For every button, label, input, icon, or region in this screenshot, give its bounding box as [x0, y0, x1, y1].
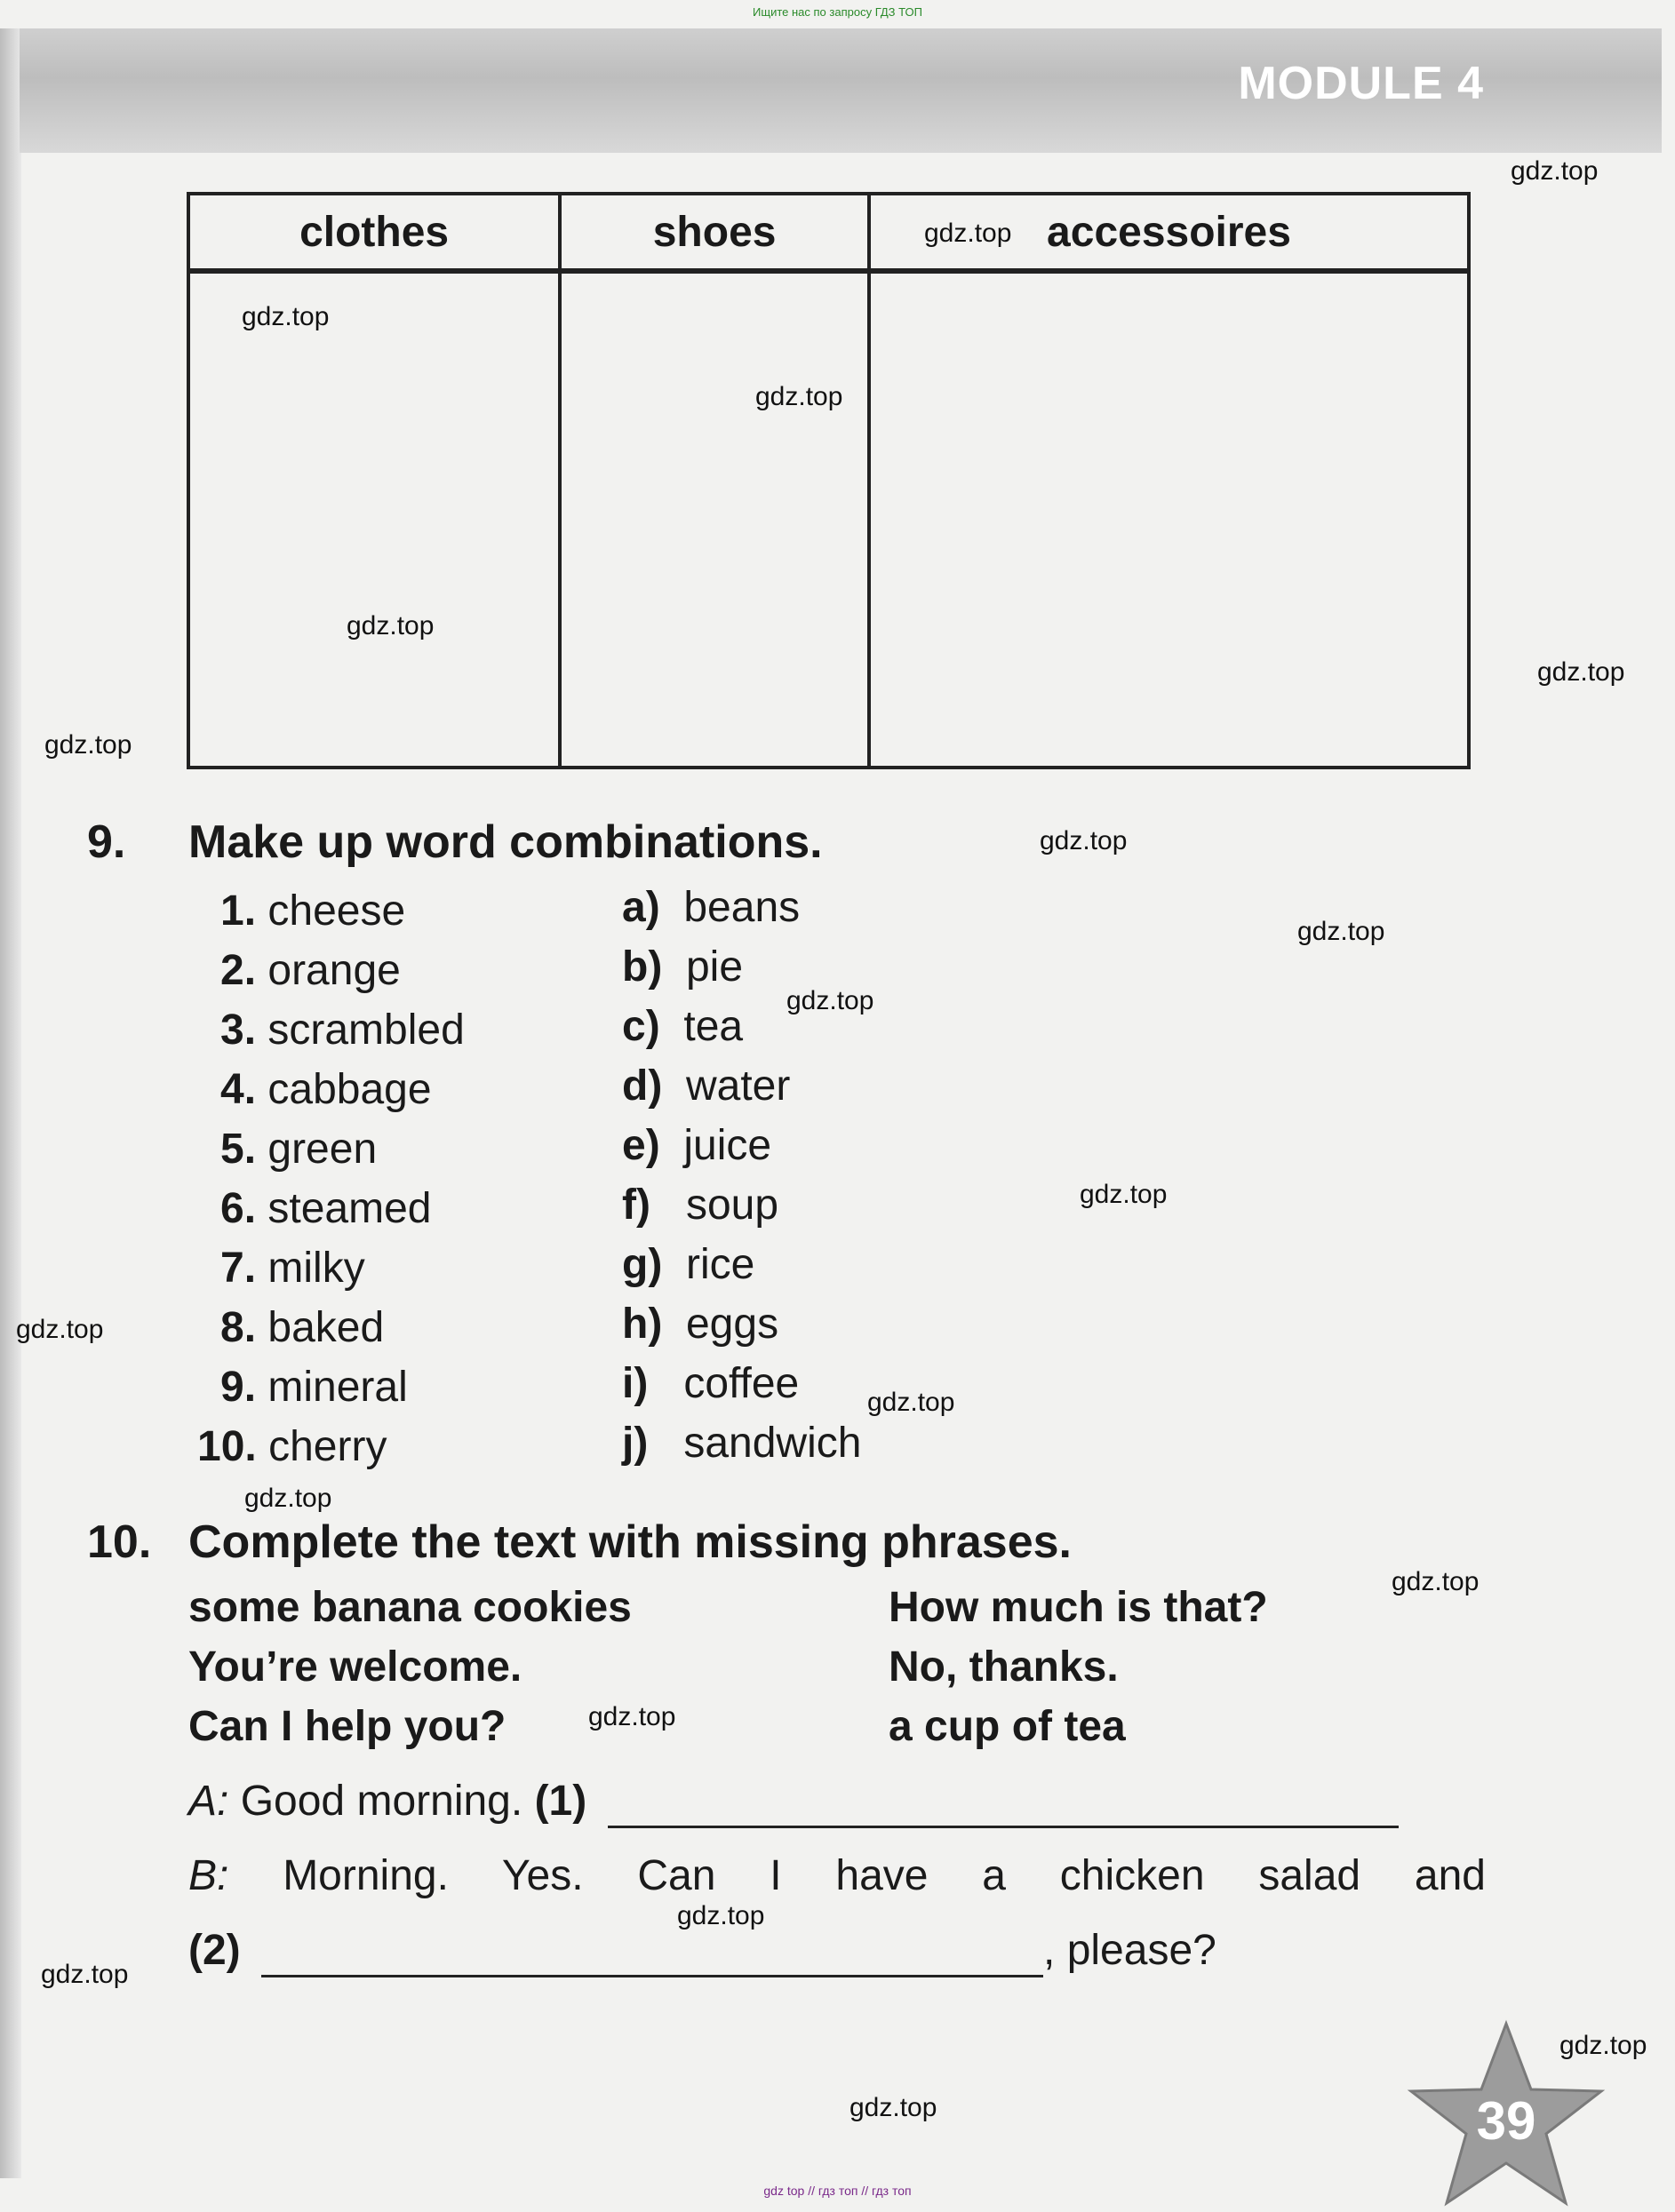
- exercise-9-title: Make up word combinations.: [188, 816, 823, 868]
- table-header-clothes: clothes: [188, 194, 560, 271]
- list-item: e) juice: [622, 1122, 772, 1169]
- list-item: j) sandwich: [622, 1420, 862, 1467]
- list-item: b) pie: [622, 943, 744, 991]
- gap-1-label: (1): [534, 1778, 587, 1825]
- watermark: gdz.top: [44, 730, 132, 760]
- exercise-9-left-column: [197, 881, 465, 1476]
- phrase-option: some banana cookies: [188, 1584, 632, 1631]
- watermark: gdz.top: [1559, 2031, 1647, 2060]
- list-item: a) beans: [622, 884, 801, 931]
- phrase-option: Can I help you?: [188, 1703, 506, 1750]
- table-header-shoes: shoes: [560, 194, 869, 271]
- exercise-10-title: Complete the text with missing phrases.: [188, 1516, 1072, 1568]
- list-item: 9. mineral: [220, 1364, 408, 1411]
- dialogue-line-2: [188, 1851, 1486, 1900]
- watermark: gdz.top: [41, 1960, 129, 1989]
- list-item: h) eggs: [622, 1301, 779, 1348]
- exercise-9-right-column: [622, 878, 861, 1473]
- list-item: i) coffee: [622, 1360, 800, 1407]
- watermark: gdz.top: [1080, 1180, 1168, 1209]
- list-item: g) rice: [622, 1241, 755, 1288]
- dialogue-line-3: [188, 1926, 1216, 1977]
- list-item: 4. cabbage: [220, 1066, 432, 1113]
- bottom-note: gdz top // гдз топ // гдз топ: [763, 2184, 912, 2198]
- gap-1-blank[interactable]: [608, 1777, 1399, 1828]
- watermark: gdz.top: [677, 1901, 765, 1930]
- exercise-9-number: 9.: [87, 816, 126, 868]
- speaker-b: B:: [188, 1852, 229, 1899]
- phrases-right-column: [889, 1578, 1268, 1756]
- exercise-10-number: 10.: [87, 1516, 152, 1568]
- watermark: gdz.top: [1537, 657, 1625, 687]
- watermark: gdz.top: [1392, 1567, 1480, 1596]
- list-item: 7. milky: [220, 1245, 365, 1292]
- watermark: gdz.top: [849, 2093, 937, 2122]
- category-table: [187, 192, 1471, 769]
- list-item: d) water: [622, 1062, 791, 1110]
- phrase-option: You’re welcome.: [188, 1643, 522, 1691]
- list-item: 10. cherry: [197, 1423, 387, 1470]
- list-item: 5. green: [220, 1126, 378, 1173]
- table-header-accessoires: accessoires: [869, 194, 1469, 271]
- table-cell-accessoires[interactable]: [869, 271, 1469, 768]
- page-number-star: [1404, 2017, 1608, 2212]
- watermark: gdz.top: [242, 302, 330, 331]
- dialogue-line-1: [188, 1777, 1486, 1828]
- list-item: 8. baked: [220, 1304, 385, 1351]
- module-title: MODULE 4: [1238, 58, 1484, 109]
- gap-2-blank[interactable]: [261, 1926, 1043, 1977]
- watermark: gdz.top: [1297, 917, 1385, 946]
- list-item: f) soup: [622, 1182, 779, 1229]
- watermark: gdz.top: [588, 1702, 676, 1731]
- watermark: gdz.top: [347, 611, 435, 641]
- list-item: 3. scrambled: [220, 1007, 465, 1054]
- dialogue-text: , please?: [1043, 1927, 1216, 1974]
- phrase-option: No, thanks.: [889, 1643, 1119, 1691]
- table-cell-shoes[interactable]: [560, 271, 869, 768]
- watermark: gdz.top: [924, 219, 1012, 248]
- watermark: gdz.top: [16, 1315, 104, 1344]
- phrase-option: How much is that?: [889, 1584, 1268, 1631]
- top-note: Ищите нас по запросу ГДЗ ТОП: [753, 5, 922, 19]
- list-item: c) tea: [622, 1003, 744, 1050]
- list-item: 1. cheese: [220, 887, 406, 935]
- watermark: gdz.top: [867, 1388, 955, 1417]
- table-cell-clothes[interactable]: [188, 271, 560, 768]
- speaker-a: A:: [188, 1778, 229, 1825]
- watermark: gdz.top: [244, 1484, 332, 1513]
- phrase-option: a cup of tea: [889, 1703, 1126, 1750]
- gap-2-label: (2): [188, 1927, 241, 1974]
- list-item: 2. orange: [220, 947, 401, 994]
- page-number: 39: [1476, 2091, 1536, 2151]
- dialogue-text: Good morning.: [240, 1778, 523, 1825]
- watermark: gdz.top: [755, 382, 843, 411]
- phrases-left-column: [188, 1578, 632, 1756]
- dialogue-text: Morning. Yes. Can I have a chicken salad and: [283, 1852, 1487, 1899]
- watermark: gdz.top: [786, 986, 874, 1015]
- watermark: gdz.top: [1040, 826, 1128, 855]
- book-spine: [0, 28, 21, 2178]
- watermark: gdz.top: [1511, 156, 1599, 186]
- list-item: 6. steamed: [220, 1185, 432, 1232]
